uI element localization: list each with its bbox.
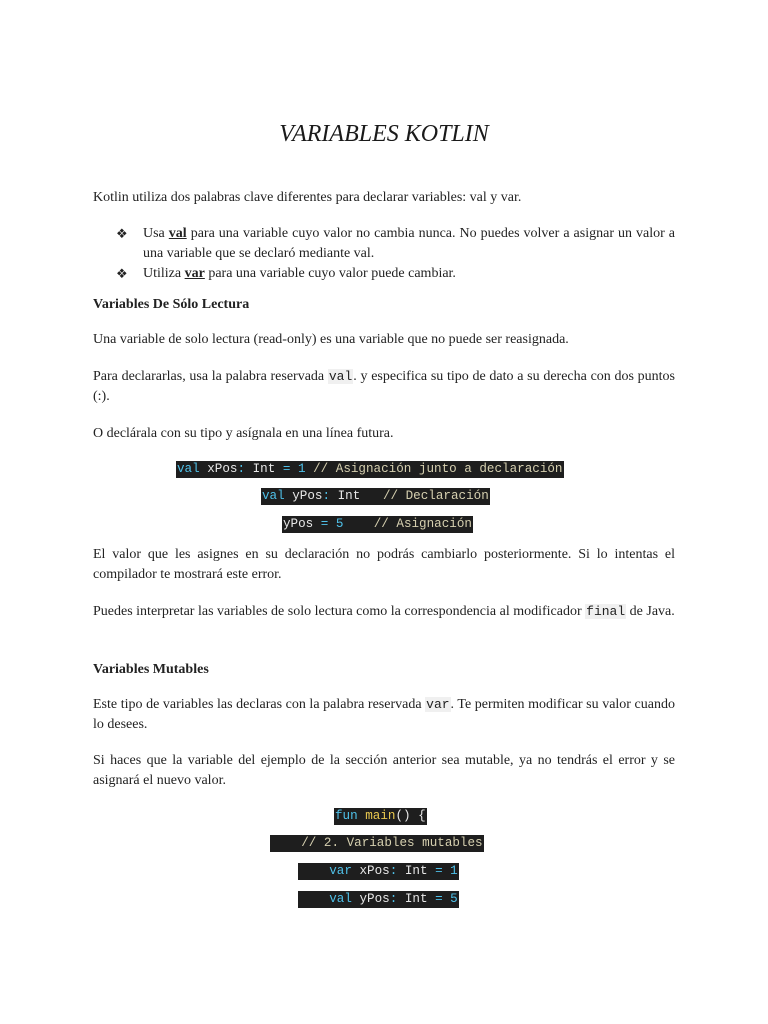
diamond-bullet-icon: ❖ [116, 226, 128, 241]
read-only-definition: Una variable de solo lectura (read-only) es una variable que no puede ser reasignada. [93, 332, 569, 347]
inline-code-var: var [426, 697, 450, 712]
diamond-bullet-icon: ❖ [116, 266, 128, 281]
code-line-val-ypos: val yPos: Int = 5 [299, 892, 458, 906]
keyword-val: val [168, 226, 187, 241]
section-heading-read-only: Variables De Sólo Lectura [93, 297, 250, 312]
declare-later-paragraph: O declárala con su tipo y asígnala en una línea futura. [93, 426, 394, 441]
compiler-error-paragraph: El valor que les asignes en su declaración no podrás cambiarlo posteriormente. Si lo intentas el compilador te mostrará este error. [93, 547, 675, 582]
inline-code-final: final [586, 604, 626, 619]
mutable-example-paragraph: Si haces que la variable del ejemplo de la sección anterior sea mutable, ya no tendrás el error y se asignará el nuevo valor. [93, 753, 675, 788]
code-line-fun-main: fun main() { [335, 809, 426, 823]
code-line-3: yPos = 5 // Asignación [283, 517, 472, 531]
read-only-declare-paragraph: Para declararlas, usa la palabra reservada val. y especifica su tipo de dato a su derecha con dos puntos (:). [93, 369, 675, 404]
keyword-bullet-list [116, 224, 675, 284]
inline-code-val: val [328, 369, 353, 384]
code-line-var-xpos: var xPos: Int = 1 [299, 864, 458, 878]
mutable-definition-paragraph: Este tipo de variables las declaras con la palabra reservada var. Te permiten modificar su valor cuando lo desees. [93, 697, 675, 732]
intro-paragraph: Kotlin utiliza dos palabras clave diferentes para declarar variables: val y var. [93, 190, 522, 205]
section-heading-mutable: Variables Mutables [93, 662, 209, 677]
bullet-val: ❖ Usa val para una variable cuyo valor no cambia nunca. No puedes volver a asignar un valor a una variable que se declaró mediante val. [116, 226, 675, 261]
document-title: VARIABLES KOTLIN [279, 121, 489, 147]
final-modifier-paragraph: Puedes interpretar las variables de solo lectura como la correspondencia al modificador final de Java. [93, 604, 675, 619]
keyword-var: var [184, 266, 205, 281]
code-line-2: val yPos: Int // Declaración [262, 489, 489, 503]
code-line-comment: // 2. Variables mutables [271, 836, 483, 850]
bullet-var: ❖ Utiliza var para una variable cuyo valor puede cambiar. [116, 264, 675, 284]
code-line-1: val xPos: Int = 1 // Asignación junto a declaración [177, 462, 563, 476]
